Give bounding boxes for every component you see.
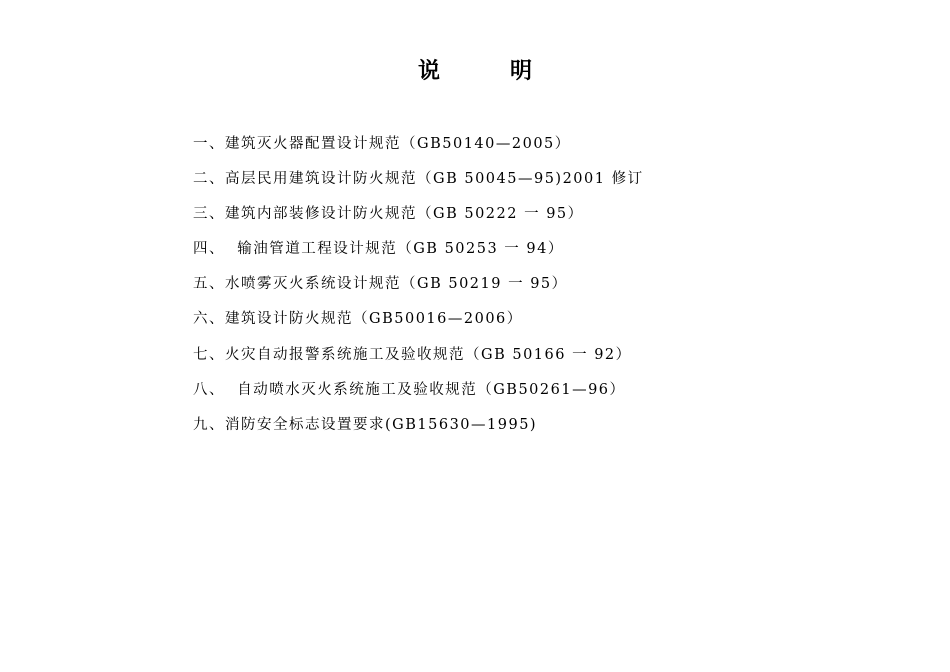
page-title: 说 明	[417, 58, 556, 84]
list-item: 二、高层民用建筑设计防火规范（GB 50045—95)2001 修订	[193, 171, 644, 188]
standards-list	[193, 130, 644, 446]
list-item: 七、火灾自动报警系统施工及验收规范（GB 50166 一 92）	[193, 346, 632, 363]
list-item: 六、建筑设计防火规范（GB50016—2006）	[193, 311, 523, 328]
list-item: 三、建筑内部装修设计防火规范（GB 50222 一 95）	[193, 206, 584, 223]
list-item: 四、 输油管道工程设计规范（GB 50253 一 94）	[193, 241, 564, 258]
list-item: 八、 自动喷水灭火系统施工及验收规范（GB50261—96）	[193, 381, 626, 398]
list-item: 九、消防安全标志设置要求(GB15630—1995)	[193, 416, 538, 433]
list-item: 五、水喷雾灭火系统设计规范（GB 50219 一 95）	[193, 276, 568, 293]
list-item: 一、建筑灭火器配置设计规范（GB50140—2005）	[193, 136, 571, 152]
